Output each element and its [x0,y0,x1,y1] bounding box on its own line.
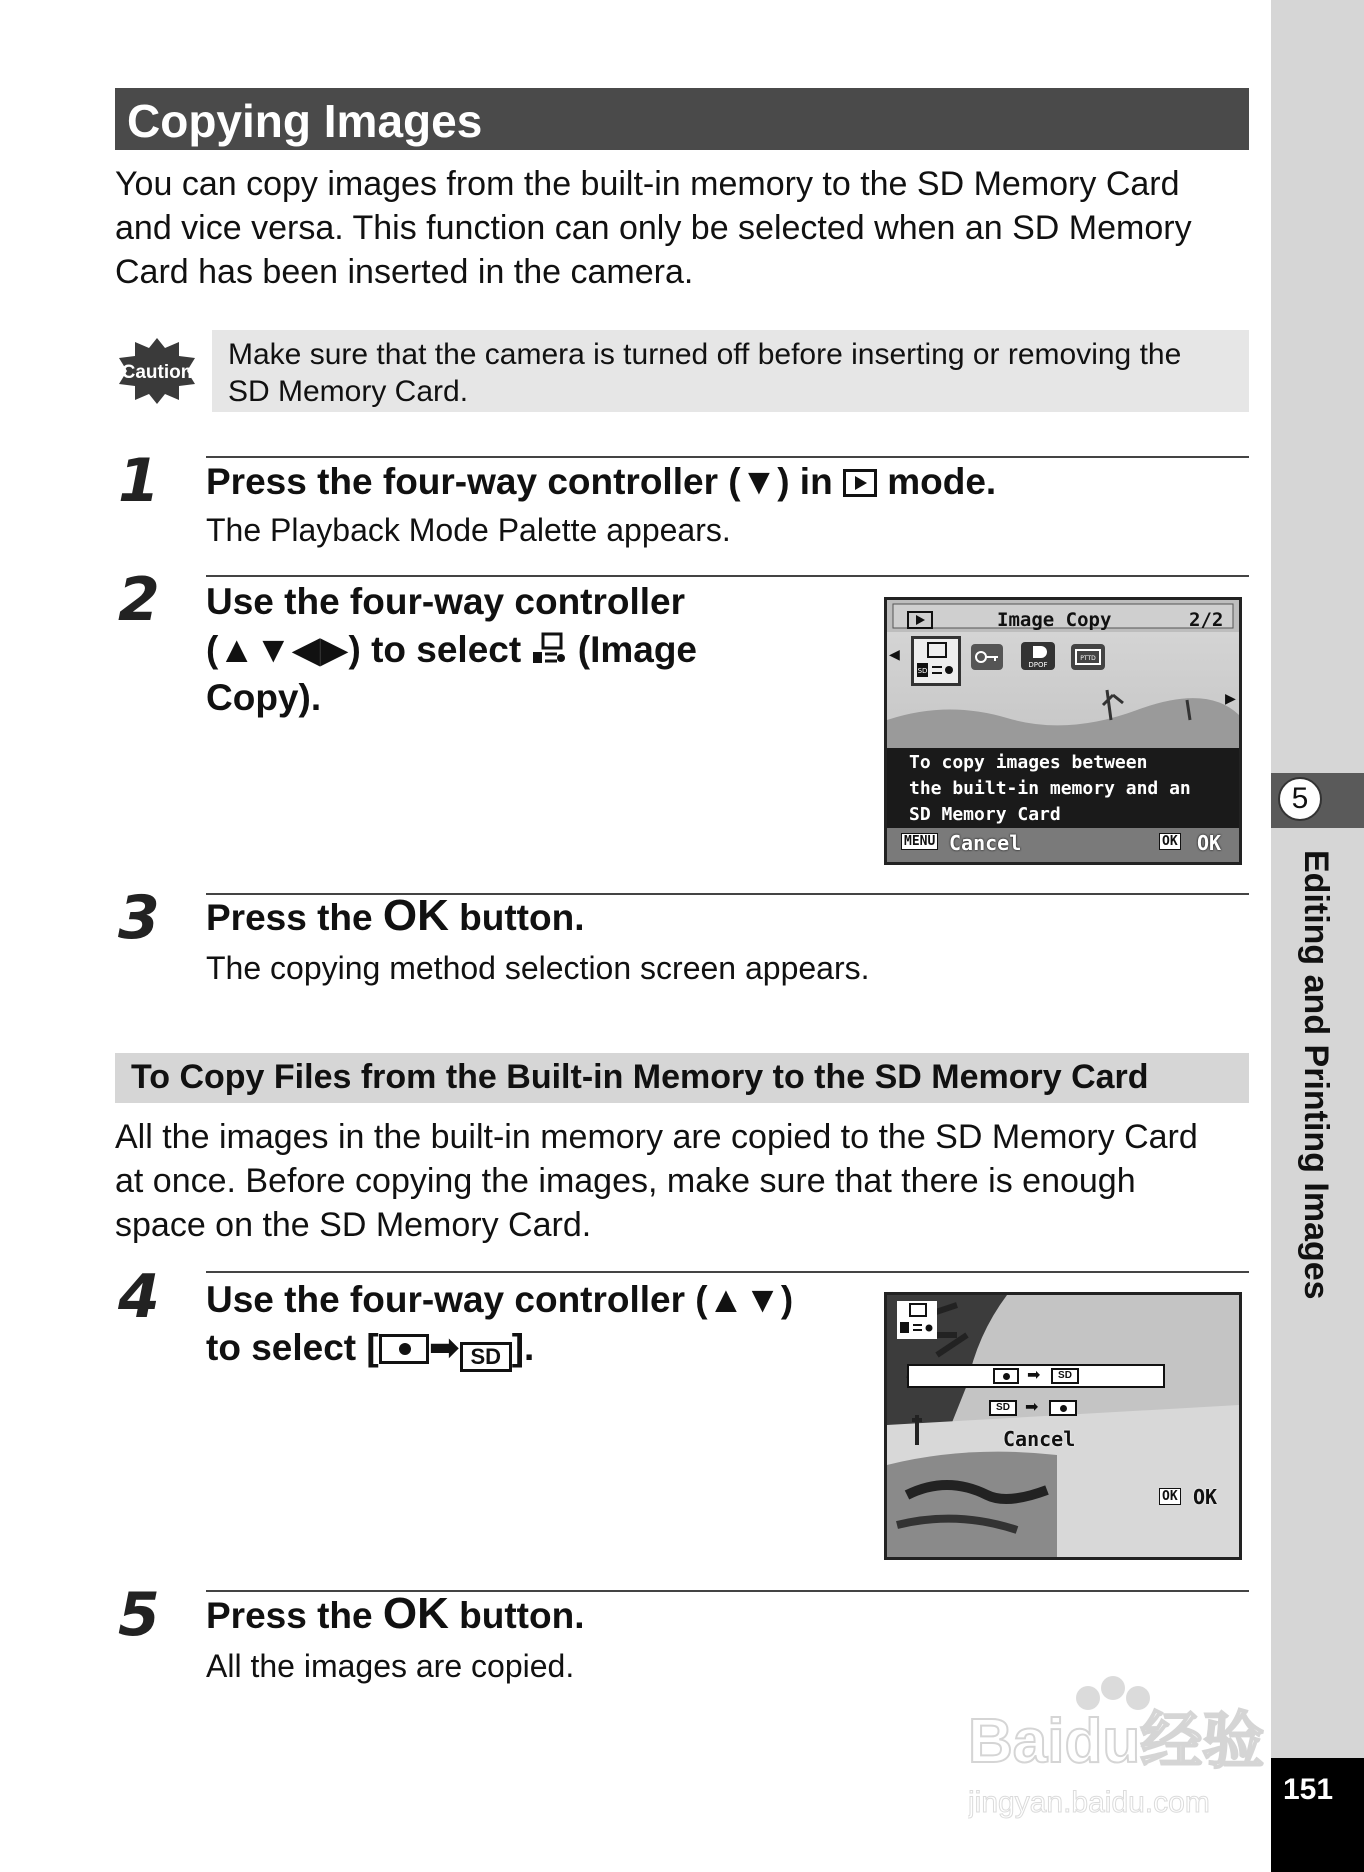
palette-message-line: the built-in memory and an [909,778,1191,799]
ok-label: OK [1197,831,1222,855]
step-divider [206,575,1249,577]
svg-text:DPOF: DPOF [1028,661,1048,669]
dpof-palette-icon[interactable] [1021,642,1055,670]
arrow-right-icon: ➡ [1027,1367,1041,1384]
step-title-text: ]. [511,1327,535,1368]
ok-button-label: OK [382,1589,449,1638]
pictbridge-palette-icon[interactable] [1071,644,1105,670]
step-title [206,578,697,722]
svg-text:Caution: Caution [121,362,193,383]
section-line: space on the SD Memory Card. [115,1206,592,1244]
built-in-memory-icon [379,1334,429,1364]
sd-card-icon: SD [989,1400,1017,1416]
page-number: 151 [1283,1773,1334,1806]
dpof-icon [1021,642,1055,670]
page-heading [115,88,1249,150]
svg-text:PTTD: PTTD [1080,655,1096,662]
step-title [206,458,996,506]
step-number: 4 [118,1262,160,1332]
step-title-line [206,626,697,674]
image-copy-icon [897,1301,937,1339]
intro-line: and vice versa. This function can only be selected when an SD Memory [115,209,1192,247]
palette-message-line: SD Memory Card [909,804,1061,825]
option-built-in-to-sd[interactable] [907,1364,1165,1388]
caution-box [212,330,1249,412]
step-title-text: Press the four-way controller (▼) in [206,461,843,502]
ok-key-label: OK [1159,1488,1181,1505]
section-heading [115,1053,1249,1103]
step-title-text: Copy). [206,677,322,718]
built-in-memory-icon [1049,1400,1077,1416]
built-in-memory-icon [993,1368,1019,1384]
menu-key-label: MENU [901,833,938,850]
sd-card-icon: SD [460,1342,512,1372]
pictbridge-icon [1071,644,1105,670]
step-title-text: Use the four-way controller [206,581,686,622]
left-arrow-icon[interactable]: ◀ [889,644,900,665]
step-title-text: Use the four-way controller (▲▼) [206,1279,794,1320]
beach-photo [887,1295,1239,1557]
step-description: The Playback Mode Palette appears. [206,512,731,548]
caution-icon [117,336,197,406]
caution-line: Make sure that the camera is turned off before inserting or removing the [228,338,1182,371]
right-arrow-icon[interactable]: ▶ [1225,688,1236,709]
cancel-label: Cancel [949,831,1022,855]
option-cancel[interactable]: Cancel [1003,1427,1076,1451]
step-title-text: mode. [876,461,997,502]
step-number: 3 [118,883,160,953]
step-divider [206,1271,1249,1273]
ok-button-label: OK [382,891,449,940]
caution-line: SD Memory Card. [228,375,469,408]
step-description: All the images are copied. [206,1648,575,1684]
intro-line: Card has been inserted in the camera. [115,253,694,291]
palette-message-line: To copy images between [909,752,1148,773]
section-line: All the images in the built-in memory are copied to the SD Memory Card [115,1118,1198,1156]
page-title: Copying Images [127,95,483,147]
arrow-right-icon: ➡ [1025,1399,1039,1416]
key-icon [971,644,1003,670]
section-paragraph [115,1115,1198,1247]
step-title [206,1590,584,1640]
step-title-text: button. [448,1595,585,1636]
step-number: 2 [118,565,160,635]
camera-screen-palette [884,597,1242,865]
step-title [206,892,584,942]
palette-page: 2/2 [1189,609,1224,631]
step-title [206,1276,793,1372]
step-description: The copying method selection screen appears. [206,950,870,986]
step-title-text: button. [448,897,585,938]
step-title-line [206,1324,793,1372]
step-number: 5 [118,1580,160,1650]
svg-text:jingyan.baidu.com: jingyan.baidu.com [968,1786,1210,1819]
playback-icon [843,469,877,497]
image-copy-badge [897,1301,937,1339]
baidu-watermark [968,1670,1268,1830]
sd-card-icon: SD [1051,1368,1079,1384]
option-sd-to-built-in[interactable] [987,1398,1087,1420]
ok-key-label: OK [1159,833,1181,850]
image-copy-icon [914,639,958,683]
intro-line: You can copy images from the built-in memory to the SD Memory Card [115,165,1180,203]
section-line: at once. Before copying the images, make sure that there is enough [115,1162,1136,1200]
intro-paragraph [115,162,1192,294]
step-title-text: Press the [206,897,383,938]
step-title-text: (▲▼◀▶) to select [206,629,532,670]
step-number: 1 [118,446,160,516]
palette-title: Image Copy [997,609,1112,631]
chapter-title: Editing and Printing Images [1297,850,1335,1300]
arrow-right-icon: ➡ [428,1327,460,1368]
step-title-text: (Image [567,629,698,670]
protect-palette-icon[interactable] [971,644,1003,670]
playback-mode-icon [907,611,933,629]
step-title-text: Press the [206,1595,383,1636]
section-heading-text: To Copy Files from the Built-in Memory to the SD Memory Card [131,1058,1149,1096]
ok-label: OK [1193,1485,1218,1509]
caution-text [228,336,1181,410]
image-copy-palette-icon[interactable] [911,636,961,686]
image-copy-icon [531,632,567,666]
chapter-number: 5 [1278,777,1322,821]
svg-text:SD: SD [917,667,928,675]
svg-text:Baidu经验: Baidu经验 [968,1707,1265,1776]
camera-screen-copy-method [884,1292,1242,1560]
step-title-text: to select [ [206,1327,379,1368]
